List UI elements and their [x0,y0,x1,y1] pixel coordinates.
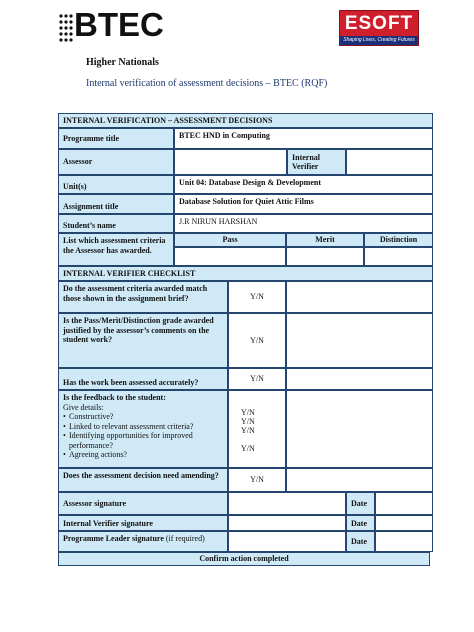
leader-date-label: Date [346,531,375,552]
student-name-value[interactable]: J.R NIRUN HARSHAN [174,214,433,233]
checklist-q3-answer[interactable]: Y/N [228,368,286,390]
merit-header: Merit [286,233,364,247]
assignment-title-label: Assignment title [58,194,174,214]
checklist-q2-comment[interactable] [286,313,433,368]
checklist-q1-comment[interactable] [286,281,433,313]
list-item: • Identifying opportunities for improved performance? [63,431,223,450]
verifier-date-label: Date [346,515,375,531]
checklist-q4-answer-2[interactable]: Y/N [241,417,255,426]
pass-header: Pass [174,233,286,247]
assessor-date-field[interactable] [375,492,433,515]
checklist-q4-list [63,412,223,460]
leader-signature-label: Programme Leader signature [63,534,164,543]
confirm-action-completed: Confirm action completed [58,552,430,566]
assessor-label: Assessor [58,149,174,175]
checklist-q1-answer[interactable]: Y/N [228,281,286,313]
leader-signature-field[interactable] [228,531,346,552]
checklist-q5-comment[interactable] [286,468,433,492]
verifier-date-field[interactable] [375,515,433,531]
checklist-q4-give-details: Give details: [63,402,104,412]
checklist-q1: Do the assessment criteria awarded match those shown in the assignment brief? [58,281,228,313]
verifier-signature-field[interactable] [228,515,346,531]
checklist-q4-answer-4[interactable]: Y/N [241,444,255,453]
checklist-q4-answer-3[interactable]: Y/N [241,426,255,435]
checklist-q2-answer[interactable]: Y/N [228,313,286,368]
programme-title-label: Programme title [58,128,174,149]
list-item: • Agreeing actions? [63,450,223,460]
distinction-criteria-field[interactable] [364,247,433,266]
units-label: Unit(s) [58,175,174,194]
esoft-logo-text: ESOFT [344,13,414,34]
checklist-q4-comment[interactable] [286,390,433,468]
distinction-header: Distinction [364,233,433,247]
checklist-q4 [58,390,228,468]
btec-logo-text: BTEC [74,6,164,43]
assessor-value[interactable] [174,149,287,175]
checklist-title: INTERNAL VERIFIER CHECKLIST [58,266,433,281]
units-value[interactable]: Unit 04: Database Design & Development [174,175,433,194]
page-heading: Higher Nationals [86,57,159,68]
checklist-q2: Is the Pass/Merit/Distinction grade awarded justified by the assessor’s comments on the student work? [58,313,228,368]
list-item: • Linked to relevant assessment criteria? [63,422,223,432]
list-item: • Constructive? [63,412,223,422]
checklist-q4-question: Is the feedback to the student: [63,393,166,402]
assessor-signature-field[interactable] [228,492,346,515]
leader-signature-label-cell [58,531,228,552]
pass-criteria-field[interactable] [174,247,286,266]
internal-verifier-value[interactable] [346,149,433,175]
esoft-logo [339,10,419,46]
checklist-q4-answer-1[interactable]: Y/N [241,408,255,417]
assessor-signature-label: Assessor signature [58,492,228,515]
leader-date-field[interactable] [375,531,433,552]
form-title: INTERNAL VERIFICATION – ASSESSMENT DECISIONS [58,113,433,128]
esoft-tagline: Shaping Lives, Creating Futures [340,36,418,45]
checklist-q3-comment[interactable] [286,368,433,390]
student-name-label: Student’s name [58,214,174,233]
verifier-signature-label: Internal Verifier signature [58,515,228,531]
checklist-q4-answers [228,390,286,468]
criteria-label: List which assessment criteria the Assessor has awarded. [58,233,174,266]
leader-signature-suffix: (if required) [165,534,205,543]
checklist-q5-answer[interactable]: Y/N [228,468,286,492]
internal-verifier-label: Internal Verifier [287,149,346,175]
checklist-q3: Has the work been assessed accurately? [58,368,228,390]
checklist-q5: Does the assessment decision need amending? [58,468,228,492]
programme-title-value[interactable]: BTEC HND in Computing [174,128,433,149]
assignment-title-value[interactable]: Database Solution for Quiet Attic Films [174,194,433,214]
btec-logo [58,6,164,46]
assessor-date-label: Date [346,492,375,515]
page-subheading: Internal verification of assessment decisions – BTEC (RQF) [86,78,328,89]
merit-criteria-field[interactable] [286,247,364,266]
